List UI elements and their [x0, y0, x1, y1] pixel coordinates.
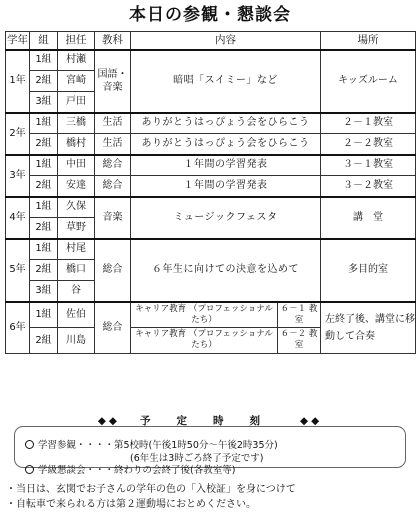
content-split-cell [131, 302, 321, 328]
grade-cell: 4年 [6, 197, 30, 239]
subject-cell: 総合 [95, 155, 131, 176]
subject-cell: 総合 [95, 302, 131, 354]
grade-cell: 3年 [6, 155, 30, 197]
diamond-icon: ◆◆ [300, 415, 323, 427]
teacher-cell: 村瀬 [58, 50, 95, 71]
content-cell: １年間の学習発表 [131, 176, 321, 197]
table-row [6, 239, 416, 260]
header-subject: 教科 [95, 32, 131, 50]
schedule-heading [0, 413, 420, 429]
class-cell: 1組 [30, 113, 58, 134]
table-header-row [6, 32, 416, 50]
subject-cell: 生活 [95, 134, 131, 155]
place-cell: 講 堂 [321, 197, 416, 239]
schedule-subnote: (6年生は3時ごろ終了予定です) [130, 452, 264, 464]
content-cell: ６年生に向けての決意を込めて [131, 239, 321, 302]
note-line: ・当日は、玄関でお子さんの学年の色の「入校証」を身につけて [6, 484, 296, 495]
class-cell: 2組 [30, 328, 58, 354]
class-cell: 1組 [30, 239, 58, 260]
table-row [6, 113, 416, 134]
teacher-cell: 久保 [58, 197, 95, 218]
class-cell: 3組 [30, 281, 58, 302]
subject-cell: 国語・音楽 [95, 50, 131, 113]
table-row [6, 302, 416, 328]
schedule-item-meeting [25, 465, 395, 478]
content-cell: キャリア教育 （プロフェッショナルたち） [131, 328, 278, 353]
class-cell: 3組 [30, 92, 58, 113]
teacher-cell: 川島 [58, 328, 95, 354]
teacher-cell: 宮崎 [58, 71, 95, 92]
page-title: 本日の参観・懇談会 [129, 5, 291, 25]
notes [6, 482, 416, 512]
grade1-group [6, 50, 416, 113]
content-cell: ミュージックフェスタ [131, 197, 321, 239]
grade-cell: 5年 [6, 239, 30, 302]
room-cell: ６－２ 教室 [280, 329, 318, 350]
grade-cell: 1年 [6, 50, 30, 113]
circle-bullet-icon [25, 465, 34, 474]
header-class: 組 [30, 32, 58, 50]
grade3-group [6, 155, 416, 197]
place-cell: ２－２教室 [321, 134, 416, 155]
teacher-cell: 三橋 [58, 113, 95, 134]
subject-cell: 生活 [95, 113, 131, 134]
table-row [6, 134, 416, 155]
grade-cell: 2年 [6, 113, 30, 155]
schedule-item-observation [25, 440, 395, 453]
class-cell: 2組 [30, 218, 58, 239]
class-cell: 1組 [30, 302, 58, 328]
subject-cell: 総合 [95, 239, 131, 302]
class-cell: 1組 [30, 197, 58, 218]
content-cell: １年間の学習発表 [131, 155, 321, 176]
teacher-cell: 谷 [58, 281, 95, 302]
circle-bullet-icon [25, 440, 34, 449]
schedule-table [5, 31, 416, 354]
grade2-group [6, 113, 416, 155]
table-row [6, 176, 416, 197]
grade6-group [6, 302, 416, 354]
table-row [6, 50, 416, 71]
class-cell: 2組 [30, 260, 58, 281]
teacher-cell: 中田 [58, 155, 95, 176]
note-line: ・自転車で来られる方は第２運動場におとめください。 [6, 499, 256, 510]
header-content: 内容 [131, 32, 321, 50]
content-cell: 暗唱「スイミー」など [131, 50, 321, 113]
subject-cell: 総合 [95, 176, 131, 197]
class-cell: 2組 [30, 134, 58, 155]
teacher-cell: 草野 [58, 218, 95, 239]
class-cell: 2組 [30, 71, 58, 92]
teacher-cell: 佐伯 [58, 302, 95, 328]
header-place: 場所 [321, 32, 416, 50]
header-grade: 学年 [6, 32, 30, 50]
schedule-line: 学習参観・・・・第5校時(午後1時50分～午後2時35分) [38, 440, 278, 451]
diamond-icon: ◆◆ [97, 415, 120, 427]
grade-cell: 6年 [6, 302, 30, 354]
table-row [6, 197, 416, 218]
grade4-group [6, 197, 416, 239]
schedule-heading-text: 予定時刻 [140, 415, 286, 427]
class-cell: 2組 [30, 176, 58, 197]
teacher-cell: 村尾 [58, 239, 95, 260]
place-cell: キッズルーム [321, 50, 416, 113]
room-cell: ６－１ 教室 [280, 303, 318, 325]
place-cell: 多目的室 [321, 239, 416, 302]
teacher-cell: 橋村 [58, 134, 95, 155]
class-cell: 1組 [30, 50, 58, 71]
place-cell: ３－２教室 [321, 176, 416, 197]
teacher-cell: 橋口 [58, 260, 95, 281]
teacher-cell: 戸田 [58, 92, 95, 113]
table-row [6, 155, 416, 176]
schedule-line: 学級懇談会・・・終わりの会終了後(各教室等) [38, 465, 236, 476]
header-teacher: 担任 [58, 32, 95, 50]
place-cell: 左終了後、講堂に移動して合奏 [321, 302, 416, 354]
content-split-cell [131, 328, 321, 354]
content-cell: ありがとうはっぴょう会をひらこう [131, 113, 321, 134]
teacher-cell: 安達 [58, 176, 95, 197]
schedule-box [14, 426, 406, 476]
subject-cell: 音楽 [95, 197, 131, 239]
content-cell: ありがとうはっぴょう会をひらこう [131, 134, 321, 155]
content-cell: キャリア教育 （プロフェッショナルたち） [131, 303, 278, 328]
class-cell: 1組 [30, 155, 58, 176]
grade5-group [6, 239, 416, 302]
place-cell: ２－１教室 [321, 113, 416, 134]
place-cell: ３－１教室 [321, 155, 416, 176]
